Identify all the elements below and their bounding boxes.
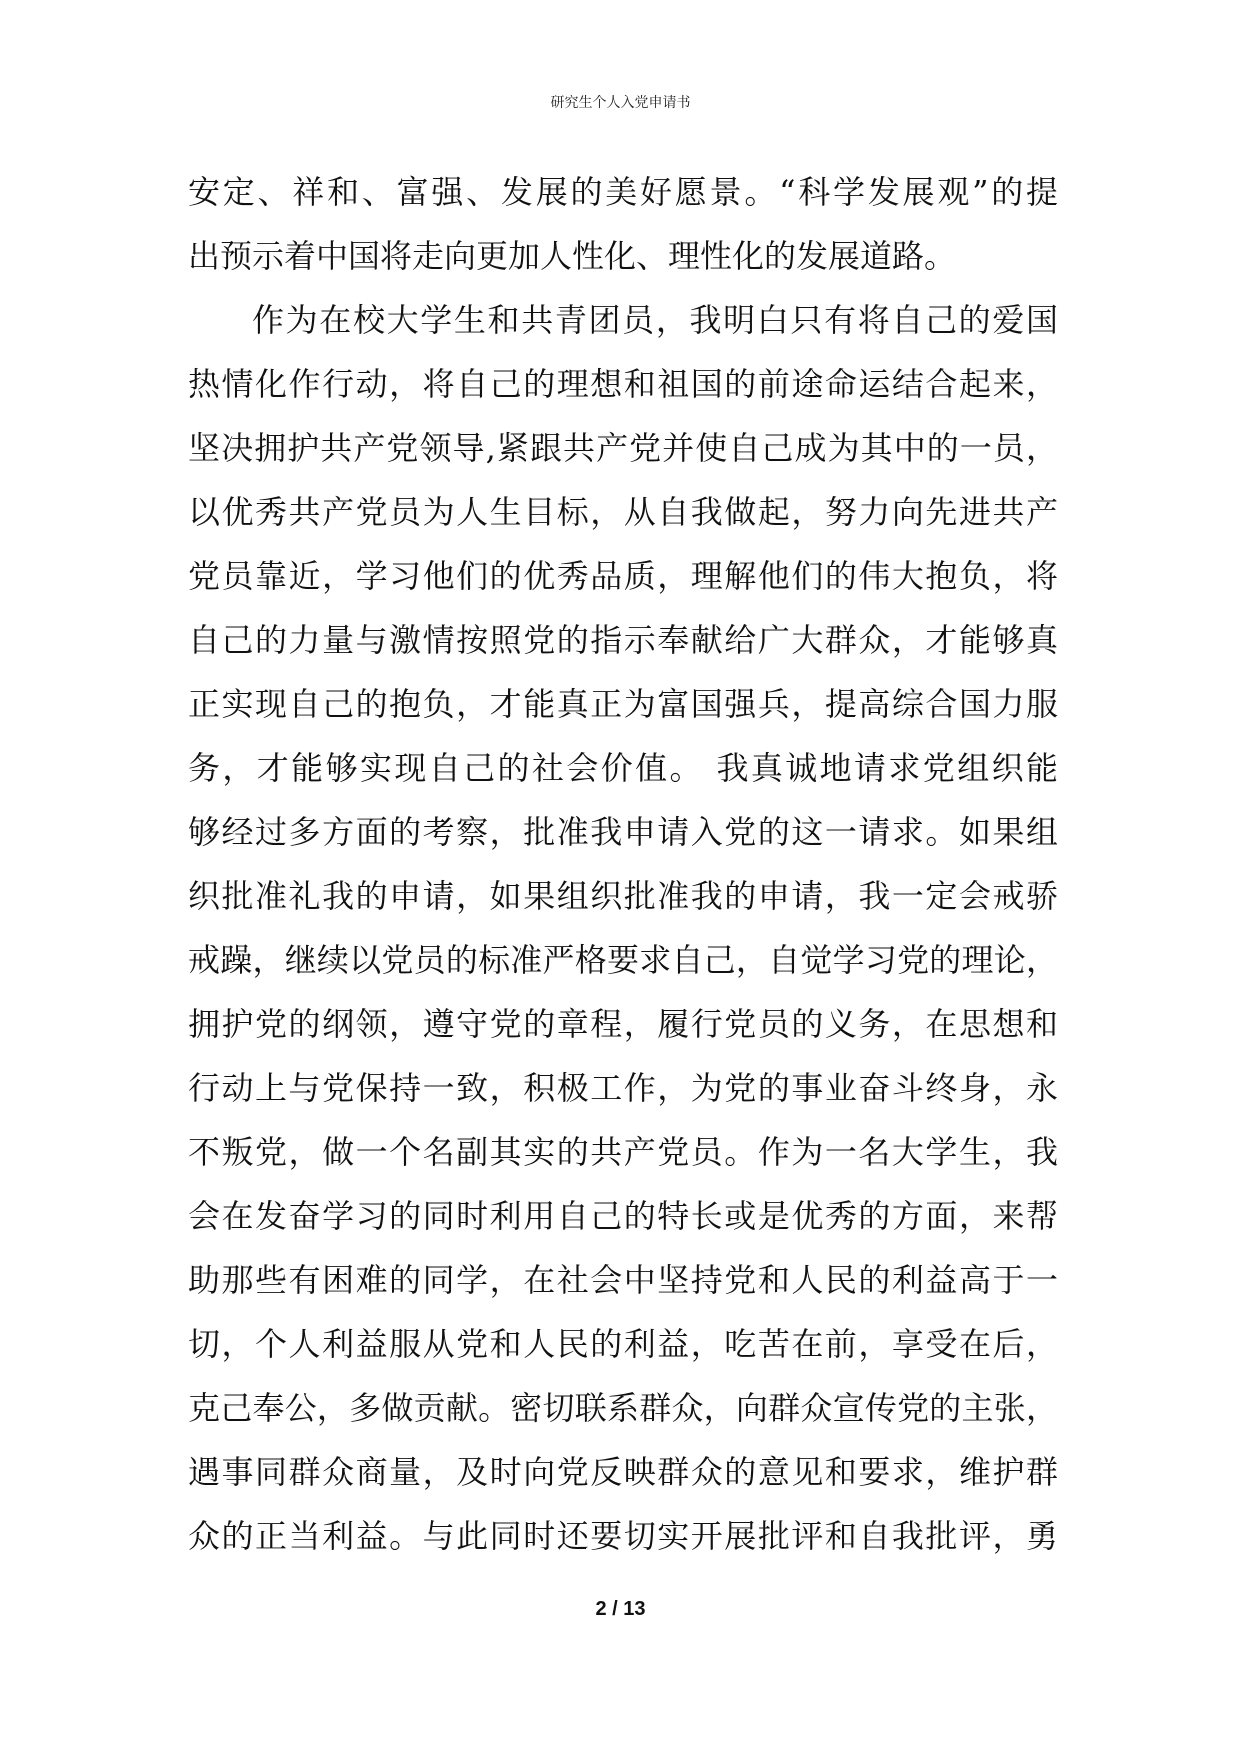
text-line: 热情化作行动，将自己的理想和祖国的前途命运结合起来，: [188, 365, 1058, 403]
text-line: 作为在校大学生和共青团员，我明白只有将自己的爱国: [252, 301, 1058, 339]
text-line: 务，才能够实现自己的社会价值。 我真诚地请求党组织能: [188, 749, 1058, 787]
text-line: 自己的力量与激情按照党的指示奉献给广大群众，才能够真: [188, 621, 1058, 659]
text-line: 遇事同群众商量，及时向党反映群众的意见和要求，维护群: [188, 1453, 1058, 1491]
page-number: 2 / 13: [595, 1598, 646, 1620]
text-line: 不叛党，做一个名副其实的共产党员。作为一名大学生，我: [188, 1133, 1058, 1171]
text-line: 众的正当利益。与此同时还要切实开展批评和自我批评，勇: [188, 1517, 1058, 1555]
text-line: 助那些有困难的同学，在社会中坚持党和人民的利益高于一: [188, 1261, 1058, 1299]
page-header: 研究生个人入党申请书: [550, 95, 691, 111]
text-line: 出预示着中国将走向更加人性化、理性化的发展道路。: [188, 237, 957, 275]
body-text: [188, 160, 1058, 1568]
text-line: 够经过多方面的考察，批准我申请入党的这一请求。如果组: [188, 813, 1058, 851]
text-line: 戒躁，继续以党员的标准严格要求自己，自觉学习党的理论，: [188, 941, 1058, 979]
text-line: 克己奉公，多做贡献。密切联系群众，向群众宣传党的主张，: [188, 1389, 1058, 1427]
text-line: 会在发奋学习的同时利用自己的特长或是优秀的方面，来帮: [188, 1197, 1058, 1235]
text-line: 安定、祥和、富强、发展的美好愿景。“科学发展观”的提: [188, 173, 1058, 211]
text-line: 党员靠近，学习他们的优秀品质，理解他们的伟大抱负，将: [188, 557, 1058, 595]
text-line: 拥护党的纲领，遵守党的章程，履行党员的义务，在思想和: [188, 1005, 1058, 1043]
text-line: 坚决拥护共产党领导,紧跟共产党并使自己成为其中的一员，: [188, 429, 1058, 467]
text-line: 以优秀共产党员为人生目标，从自我做起，努力向先进共产: [188, 493, 1058, 531]
text-line: 行动上与党保持一致，积极工作，为党的事业奋斗终身，永: [188, 1069, 1058, 1107]
text-line: 织批准礼我的申请，如果组织批准我的申请，我一定会戒骄: [188, 877, 1058, 915]
text-line: 切，个人利益服从党和人民的利益，吃苦在前，享受在后，: [188, 1325, 1058, 1363]
text-line: 正实现自己的抱负，才能真正为富国强兵，提高综合国力服: [188, 685, 1058, 723]
